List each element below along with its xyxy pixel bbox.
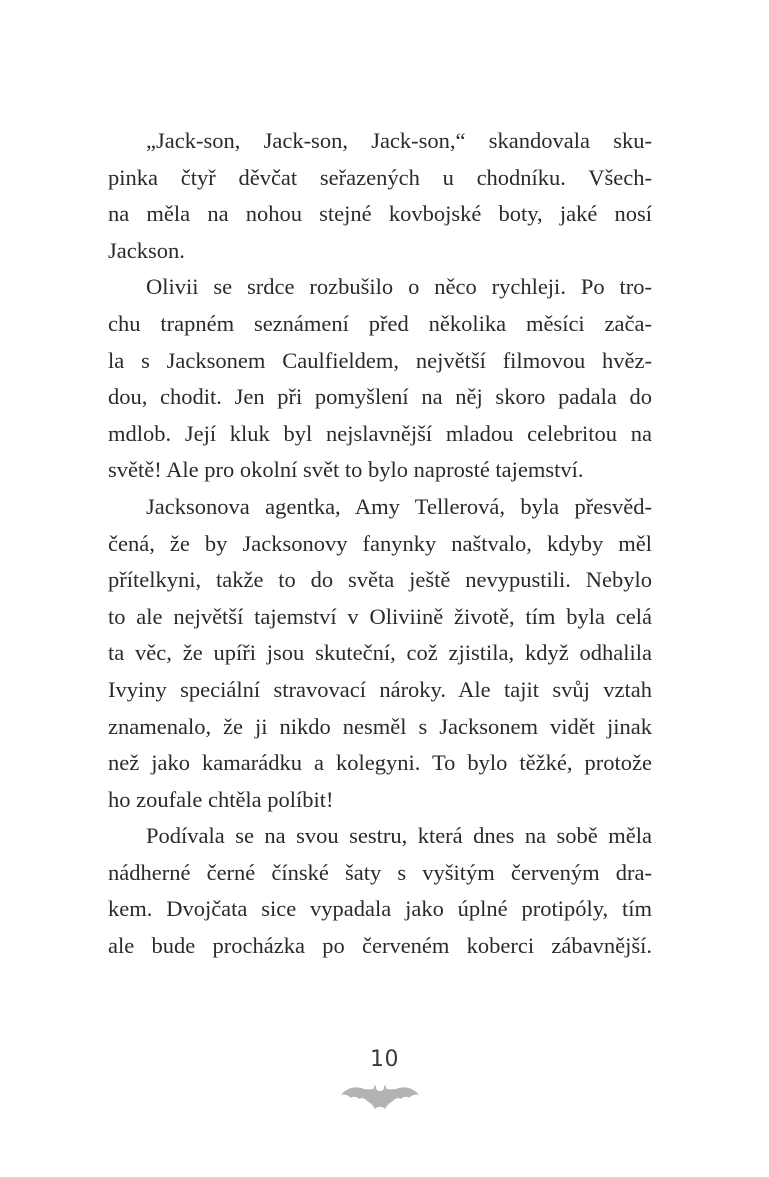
- text-line: to ale největší tajemství v Oliviině životě, tím byla celá: [108, 603, 652, 629]
- text-line: nádherné černé čínské šaty s vyšitým červeným dra-: [108, 859, 652, 885]
- text-line: na měla na nohou stejné kovbojské boty, jaké nosí: [108, 201, 652, 227]
- text-line: než jako kamarádku a kolegyni. To bylo těžké, protože: [108, 750, 652, 776]
- text-line: „Jack-son, Jack-son, Jack-son,“ skandovala sku-: [146, 128, 652, 153]
- text-line: znamenalo, že ji nikdo nesměl s Jacksonem vidět jinak: [108, 713, 652, 739]
- body-text: [108, 123, 652, 965]
- text-line: přítelkyni, takže to do světa ještě nevypustili. Nebylo: [108, 567, 652, 593]
- bat-icon: [341, 1083, 419, 1113]
- text-line: Olivii se srdce rozbušilo o něco rychleji. Po tro-: [146, 274, 652, 300]
- text-line: ale bude procházka po červeném koberci zábavnější.: [108, 933, 652, 959]
- text-line: Jacksonova agentka, Amy Tellerová, byla přesvěd-: [146, 493, 652, 519]
- text-line: Ivyiny speciální stravovací nároky. Ale tajit svůj vztah: [108, 676, 652, 702]
- bat-icon-shape: [341, 1085, 419, 1110]
- text-line: mdlob. Její kluk byl nejslavnější mladou celebritou na: [108, 420, 652, 446]
- text-line: čená, že by Jacksonovy fanynky naštvalo, kdyby měl: [108, 530, 652, 556]
- text-line: Podívala se na svou sestru, která dnes na sobě měla: [146, 823, 652, 849]
- page-number: 10: [370, 1047, 399, 1072]
- text-line: Jackson.: [108, 237, 185, 263]
- text-line: kem. Dvojčata sice vypadala jako úplné protipóly, tím: [108, 896, 652, 922]
- text-line: ta věc, že upíři jsou skuteční, což zjistila, když odhalila: [108, 640, 652, 666]
- text-line: pinka čtyř děvčat seřazených u chodníku. Všech-: [108, 164, 652, 190]
- text-line: chu trapném seznámení před několika měsíci zača-: [108, 310, 652, 336]
- text-line: ho zoufale chtěla políbit!: [108, 786, 334, 812]
- text-line: světě! Ale pro okolní svět to bylo naprosté tajemství.: [108, 457, 584, 483]
- text-line: dou, chodit. Jen při pomyšlení na něj skoro padala do: [108, 384, 652, 410]
- text-line: la s Jacksonem Caulfieldem, největší filmovou hvěz-: [108, 347, 652, 373]
